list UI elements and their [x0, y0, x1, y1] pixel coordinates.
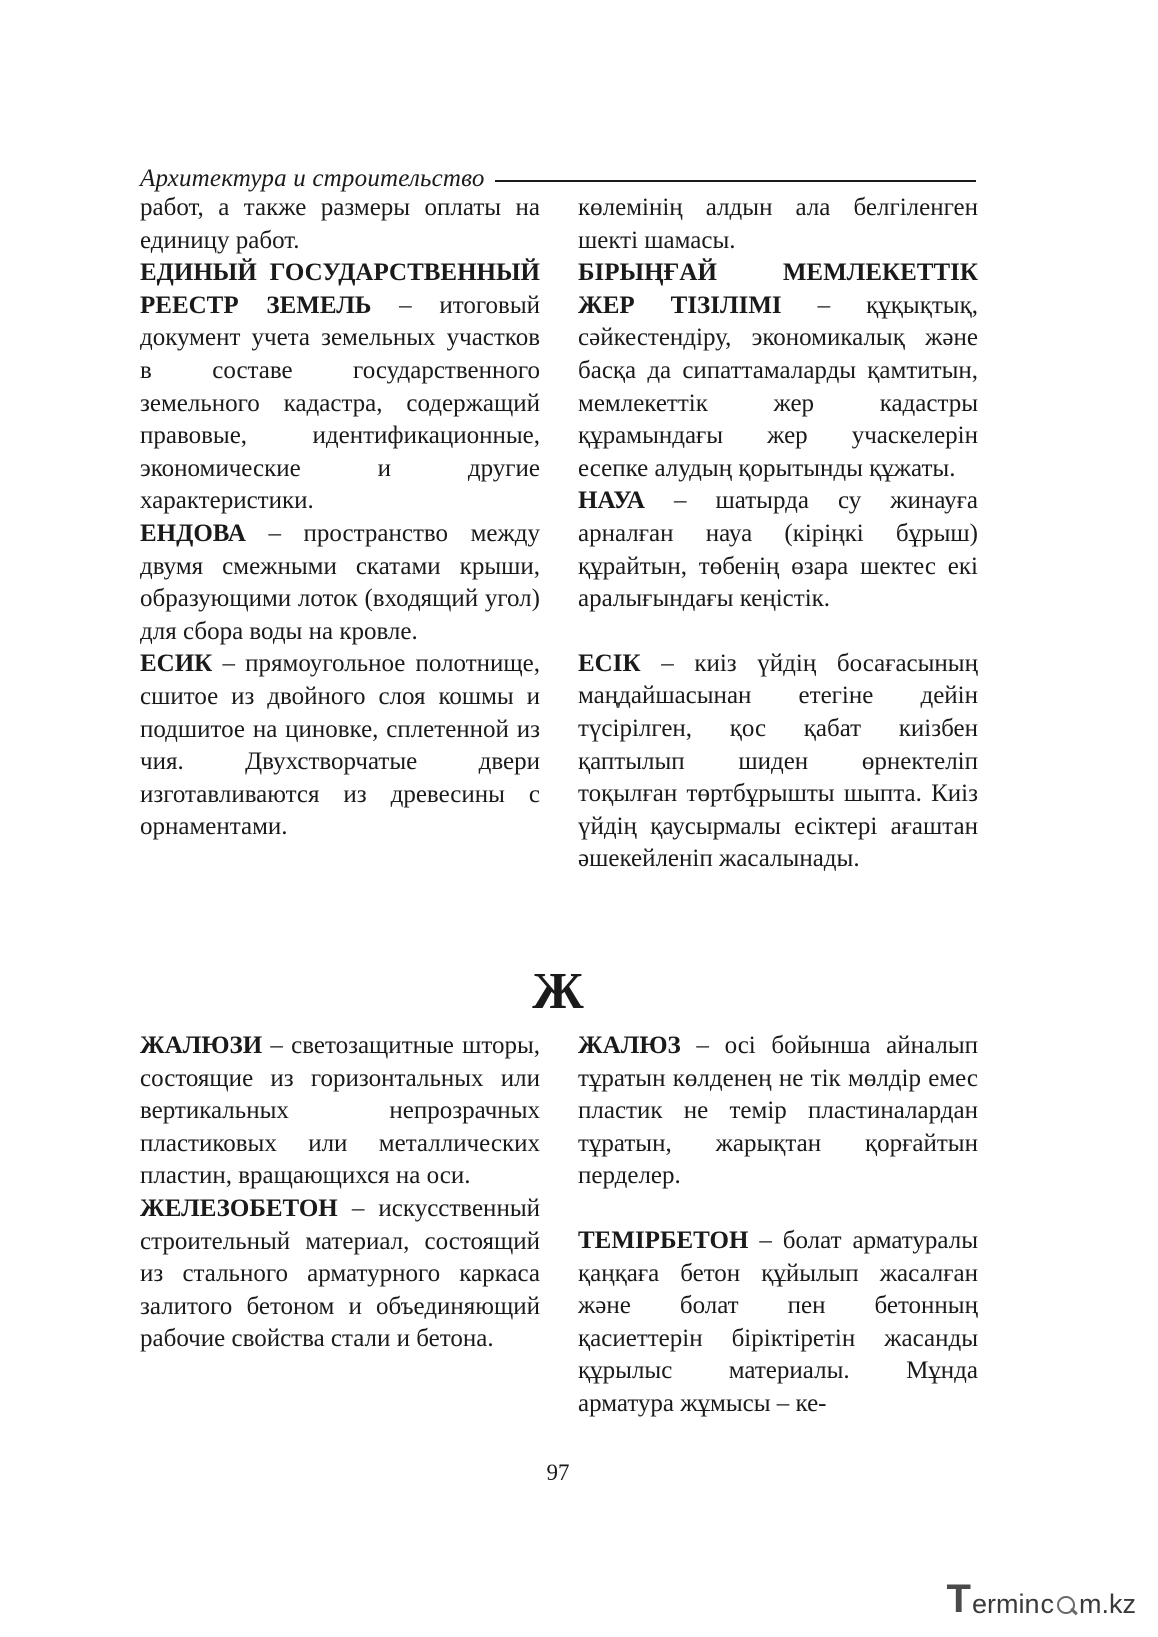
entry-term: ТЕМІРБЕТОН [578, 1226, 749, 1254]
entry-text: работ, а также размеры оплаты на единицу работ. [140, 194, 540, 254]
right-column-bottom [578, 1030, 978, 1421]
entry-text: көлемінің алдын ала белгіленген шекті шамасы. [578, 194, 978, 254]
entry-text: – пространство между двумя смежными скатами крыши, образующими лоток (входящий угол) для сбора воды на кровле. [140, 519, 540, 645]
entry-term: ЖЕЛЕЗОБЕТОН [140, 1194, 338, 1222]
entry-zhalyuz [578, 1030, 978, 1193]
entry-term: ЖАЛЮЗИ [140, 1032, 263, 1059]
entry-term: ЕСІК [578, 649, 641, 677]
entry-text: – светозащитные шторы, состоящие из горизонтальных или вертикальных непрозрачных пластиковых или металлических пластин, вращающихся на оси. [140, 1032, 540, 1190]
page-number: 97 [546, 1460, 570, 1485]
header-title: Архитектура и строительство [140, 165, 485, 192]
entry-naua [578, 485, 978, 615]
entry-zhelezobeton [140, 1193, 540, 1356]
magnifier-icon [1055, 1594, 1077, 1616]
entry-continuation [578, 192, 978, 257]
entry-term: ЕНДОВА [140, 519, 246, 547]
right-column-top [578, 192, 978, 876]
entry-term: НАУА [578, 487, 645, 515]
entry-text: – искусственный строительный материал, состоящий из стального арматурного каркаса залитого бетоном и объединяющий рабочие свойства стали и бетона. [140, 1194, 540, 1353]
entry-esik [140, 648, 540, 844]
header-rule [495, 180, 976, 182]
entry-text: – шатырда су жинауға арналған науа (кіріңкі бұрыш) құрайтын, төбенің өзара шектес екі аралығындағы кеңістік. [578, 487, 978, 613]
left-column-top [140, 192, 540, 844]
entry-edinyi-reestr [140, 257, 540, 518]
entry-term: ЖАЛЮЗ [578, 1032, 681, 1059]
entry-text: – болат арматуралы қаңқаға бетон құйылып жасалған және болат пен бетонның қасиеттерін біріктіретін жасанды құрылыс материалы. Мұнда арматура жұмысы – ке- [578, 1226, 978, 1417]
entry-text: – прямоугольное полотнище, сшитое из двойного слоя кошмы и подшитое на циновке, сплетенной из чия. Двухстворчатые двери изготавливаются из древесины с орнаментами. [140, 650, 540, 841]
left-column-bottom [140, 1030, 540, 1356]
entry-zhalyuzi [140, 1030, 540, 1193]
entry-text: – итоговый документ учета земельных участков в составе государственного земельного кадастра, содержащий правовые, идентификационные, экономические и другие характеристики. [140, 291, 541, 515]
entry-term: БІРЫҢҒАЙ МЕМЛЕКЕТТІК ЖЕР ТІЗІЛІМІ [578, 259, 978, 319]
entry-endova [140, 518, 540, 648]
entry-text: – киіз үйдің босағасының маңдайшасынан етегіне дейін түсірілген, қос қабат киізбен қаптылып шиден өрнектеліп тоқылған төртбұрышты шыпта. Киіз үйдің қаусырмалы есіктері ағаштан әшекейленіп жасалынады. [578, 649, 978, 873]
watermark-c: c [1040, 1589, 1054, 1619]
entry-biryngai-tizilimi [578, 257, 978, 485]
entry-temirbeton [578, 1225, 978, 1421]
entry-esik-kz [578, 648, 978, 876]
entry-text: – құқықтық, сәйкестендіру, экономикалық және басқа да сипаттамаларды қамтитын, мемлекеттік жер кадастры құрамындағы жер учаскелерін есепке алудың қорытынды құжаты. [578, 291, 978, 482]
entry-term: ЕСИК [140, 650, 213, 678]
watermark-text: ermin [971, 1589, 1040, 1619]
entry-continuation [140, 192, 540, 257]
termincom-watermark [947, 1579, 1136, 1619]
running-header [140, 162, 976, 196]
section-letter: Ж [532, 963, 584, 1020]
entry-text: – осі бойынша айналып тұратын көлденең не тік мөлдір емес пластик не темір пластиналардан тұратын, жарықтан қорғайтын перделер. [578, 1032, 978, 1190]
watermark-initial: T [946, 1577, 971, 1621]
watermark-domain: m.kz [1079, 1589, 1136, 1619]
entry-term: ЕДИНЫЙ ГОСУДАРСТВЕННЫЙ РЕЕСТР ЗЕМЕЛЬ [140, 259, 540, 319]
